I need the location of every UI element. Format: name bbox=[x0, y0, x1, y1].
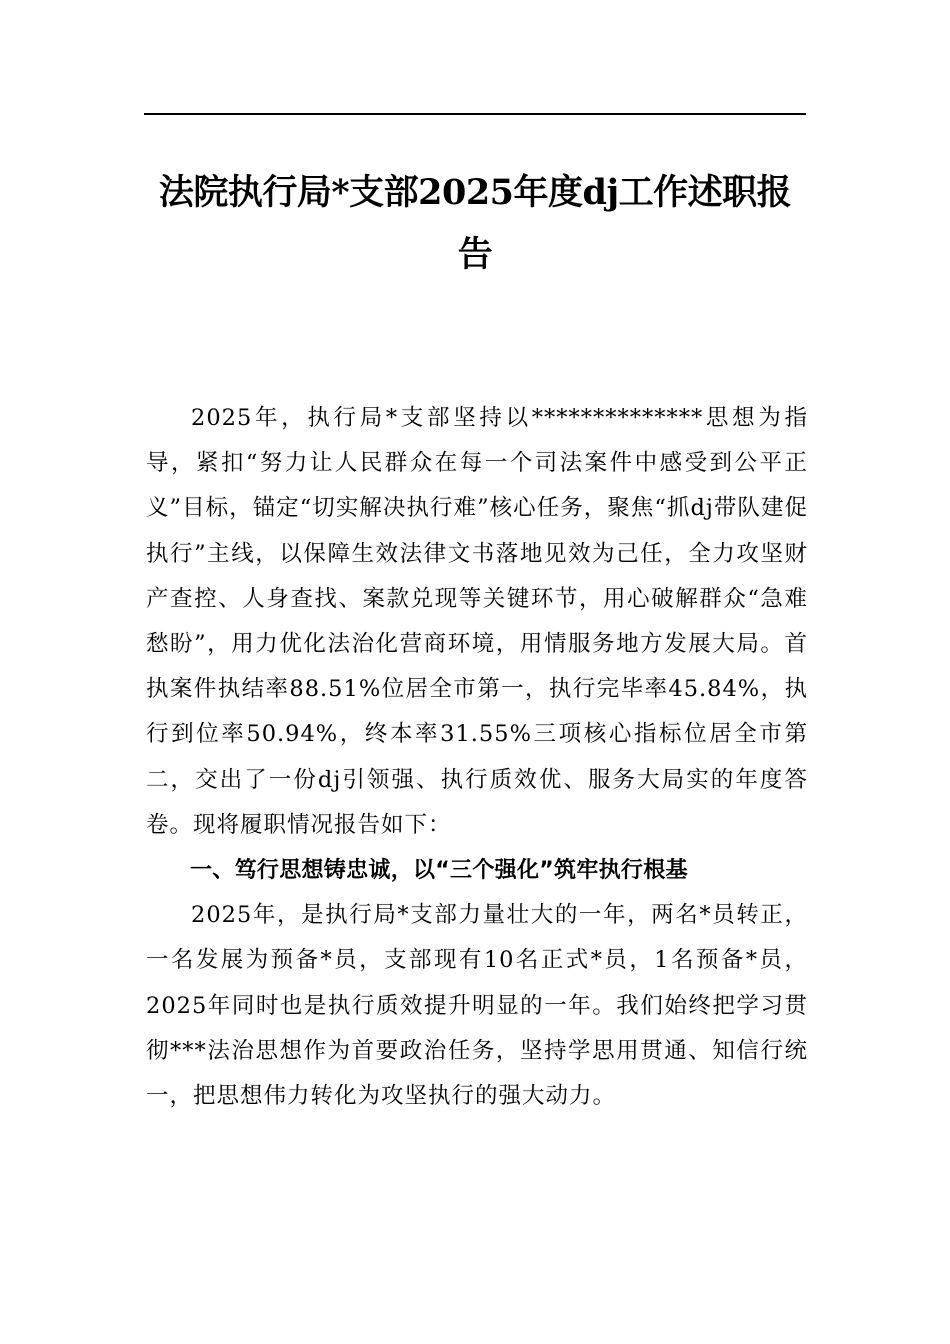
header-rule bbox=[144, 113, 806, 115]
document-title: 法院执行局*支部2025年度dj工作述职报告 bbox=[158, 172, 792, 275]
section-heading-1: 一、笃行思想铸忠诚，以“三个强化”筑牢执行根基 bbox=[190, 858, 688, 884]
section-1-paragraph: 2025年，是执行局*支部力量壮大的一年，两名*员转正，一名发展为预备*员，支部现有10名正式*员，1名预备*员，2025年同时也是执行质效提升明显的一年。我们始终把学习贯彻***法治思想作为首要政治任务，坚持学思用贯通、知信行统一，把思想伟力转化为攻坚执行的强大动力。 bbox=[146, 902, 808, 1110]
document-body bbox=[146, 396, 808, 1119]
intro-paragraph: 2025年，执行局*支部坚持以**************思想为指导，紧扣“努力让人民群众在每一个司法案件中感受到公平正义”目标，锚定“切实解决执行难”核心任务，聚焦“抓dj带队建促执行”主线，以保障生效法律文书落地见效为己任，全力攻坚财产查控、人身查找、案款兑现等关键环节，用心破解群众“急难愁盼”，用力优化法治化营商环境，用情服务地方发展大局。首执案件执结率88.51%位居全市第一，执行完毕率45.84%，执行到位率50.94%，终本率31.55%三项核心指标位居全市第二，交出了一份dj引领强、执行质效优、服务大局实的年度答卷。现将履职情况报告如下： bbox=[146, 405, 808, 838]
